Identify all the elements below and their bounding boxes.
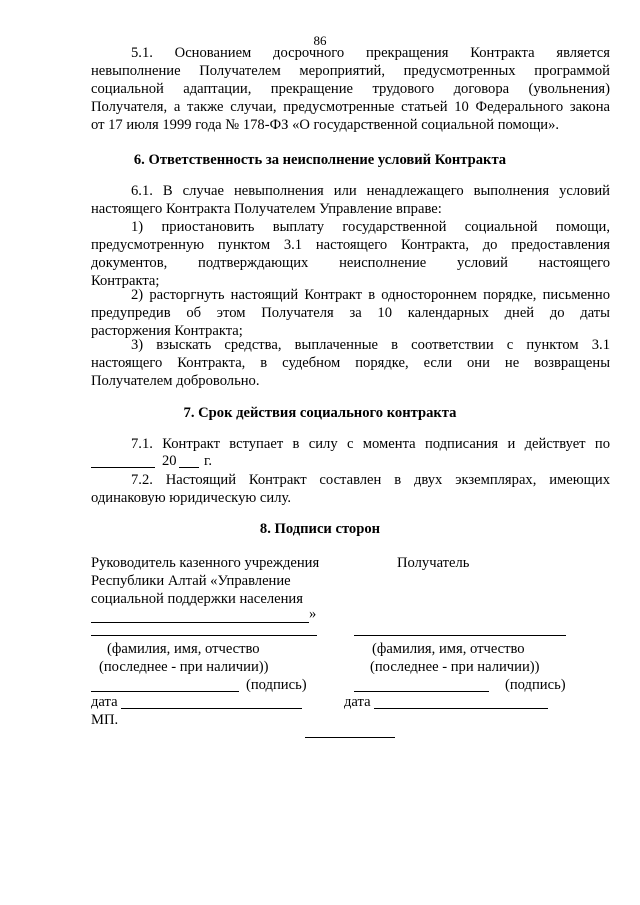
stamp-place: МП. bbox=[91, 712, 119, 728]
section-7-heading: 7. Срок действия социального контракта bbox=[183, 405, 457, 421]
clause-line: Контракта; bbox=[91, 273, 160, 289]
right-date-line bbox=[374, 708, 548, 709]
clause-line: расторжения Контракта; bbox=[91, 323, 243, 339]
date-blank-line bbox=[91, 467, 155, 468]
clause-line: 1) приостановить выплату государственной социальной помощи, bbox=[131, 219, 610, 235]
clause-7-1 bbox=[91, 435, 610, 453]
clause-line: 7.2. Настоящий Контракт составлен в двух экземплярах, имеющих bbox=[131, 472, 610, 488]
right-signature-line bbox=[354, 691, 489, 692]
clause-7-2 bbox=[91, 471, 610, 507]
section-6-heading: 6. Ответственность за неисполнение условий Контракта bbox=[133, 152, 507, 168]
left-signature-line bbox=[91, 691, 239, 692]
clause-6-1-item-1 bbox=[91, 218, 610, 290]
year-prefix: 20 bbox=[162, 453, 177, 469]
left-org-line-3: социальной поддержки населения bbox=[91, 591, 303, 607]
clause-line: невыполнение Получателем мероприятий, предусмотренных программой bbox=[91, 63, 610, 79]
section-8-heading: 8. Подписи сторон bbox=[259, 521, 381, 537]
clause-line: предусмотренную пунктом 3.1 настоящего Контракта, до предоставления bbox=[91, 237, 610, 253]
left-date-label: дата bbox=[91, 694, 118, 710]
clause-line: 5.1. Основанием досрочного прекращения Контракта является bbox=[131, 45, 610, 61]
org-name-blank bbox=[91, 622, 309, 623]
left-name-line bbox=[91, 635, 317, 636]
clause-line: Получателем добровольно. bbox=[91, 373, 260, 389]
clause-line: 7.1. Контракт вступает в силу с момента подписания и действует по bbox=[131, 436, 610, 452]
clause-6-1-item-3 bbox=[91, 336, 610, 390]
right-date-label: дата bbox=[344, 694, 371, 710]
page-number: 86 bbox=[313, 33, 327, 48]
clause-5-1 bbox=[91, 44, 610, 134]
left-date-line bbox=[121, 708, 302, 709]
clause-line: Получателя, а также случаи, предусмотренные статьей 10 Федерального закона bbox=[91, 99, 610, 115]
clause-line: от 17 июля 1999 года № 178-ФЗ «О государственной социальной помощи». bbox=[91, 117, 560, 133]
end-separator bbox=[305, 737, 395, 738]
clause-line: одинаковую юридическую силу. bbox=[91, 490, 291, 506]
right-party-title: Получатель bbox=[397, 555, 470, 571]
clause-line: 2) расторгнуть настоящий Контракт в одностороннем порядке, письменно bbox=[131, 287, 610, 303]
clause-line: документов, подтверждающих неисполнение условий настоящего bbox=[91, 255, 610, 271]
clause-line: предупредив об этом Получателя за 10 календарных дней до даты bbox=[91, 305, 610, 321]
clause-line: 3) взыскать средства, выплаченные в соответствии с пунктом 3.1 bbox=[131, 337, 610, 353]
clause-6-1 bbox=[91, 182, 610, 218]
left-fio-caption-1: (фамилия, имя, отчество bbox=[107, 641, 260, 657]
clause-line: настоящего Контракта, в судебном порядке, если они не возвращены bbox=[91, 355, 610, 371]
right-fio-caption-1: (фамилия, имя, отчество bbox=[372, 641, 525, 657]
clause-line: социальной адаптации, прекращение трудового договора (увольнения) bbox=[91, 81, 610, 97]
left-fio-caption-2: (последнее - при наличии)) bbox=[99, 659, 269, 675]
clause-6-1-item-2 bbox=[91, 286, 610, 340]
org-name-close-quote: » bbox=[309, 606, 317, 622]
right-fio-caption-2: (последнее - при наличии)) bbox=[370, 659, 540, 675]
year-suffix: г. bbox=[204, 453, 212, 469]
year-blank-line bbox=[179, 467, 199, 468]
right-signature-label: (подпись) bbox=[505, 677, 566, 693]
left-signature-label: (подпись) bbox=[246, 677, 307, 693]
clause-line: настоящего Контракта Получателем Управление вправе: bbox=[91, 201, 442, 217]
clause-line: 6.1. В случае невыполнения или ненадлежащего выполнения условий bbox=[131, 183, 610, 199]
left-org-line-2: Республики Алтай «Управление bbox=[91, 573, 291, 589]
right-name-line bbox=[354, 635, 566, 636]
left-org-line-1: Руководитель казенного учреждения bbox=[91, 555, 320, 571]
